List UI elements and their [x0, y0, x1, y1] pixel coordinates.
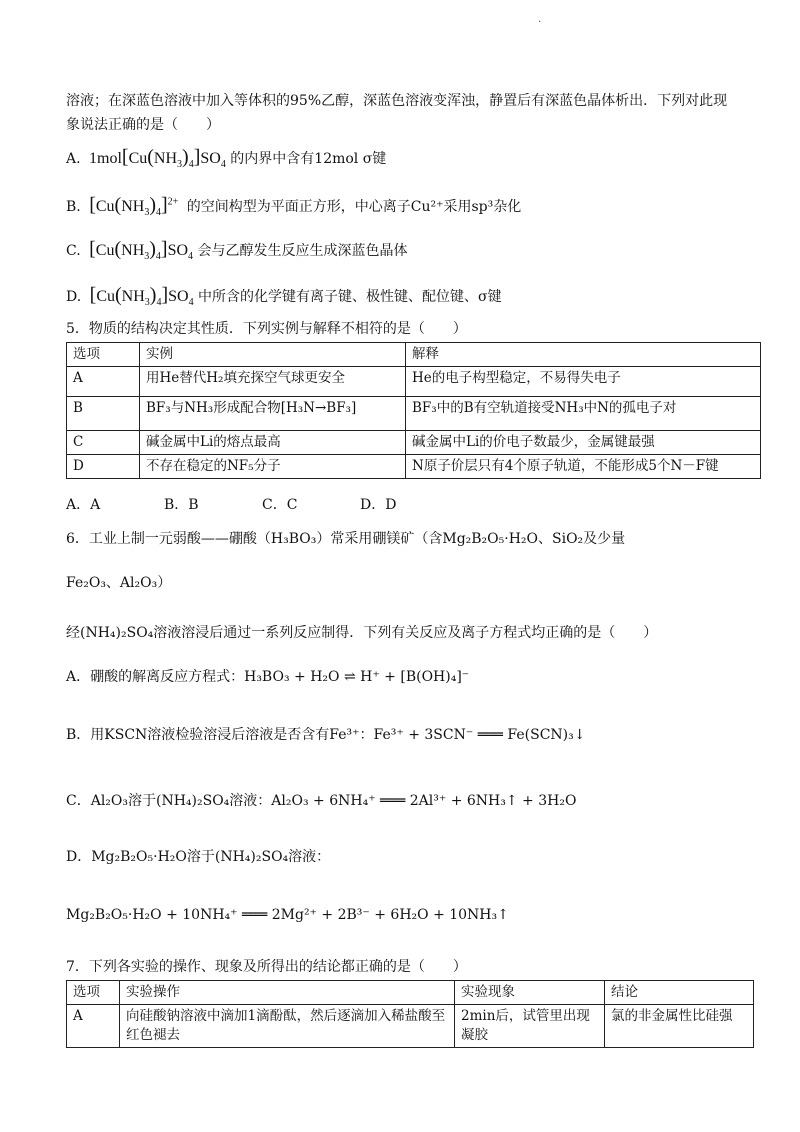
table-cell: 氯的非金属性比硅强: [605, 1005, 754, 1048]
q4-option-b: [66, 194, 521, 218]
q4-c-label: C.: [66, 243, 81, 259]
q6-stem-1: 6．工业上制一元弱酸——硼酸（H₃BO₃）常采用硼镁矿（含Mg₂B₂O₅·H₂O、SiO₂及少量: [66, 531, 626, 547]
table-cell: 不存在稳定的NF₅分子: [140, 455, 406, 479]
q5-header-explanation: 解释: [406, 343, 761, 367]
q4-b-label: B.: [66, 199, 81, 215]
intro-line-2: 象说法正确的是（ ）: [66, 117, 220, 133]
q5-choice-a: A．A: [66, 497, 101, 513]
q5-stem: 5．物质的结构决定其性质．下列实例与解释不相符的是（ ）: [66, 321, 467, 337]
q6-option-d-line-2: Mg₂B₂O₅·H₂O + 10NH₄⁺ ═══ 2Mg²⁺ + 2B³⁻ + 6H₂O + 10NH₃↑: [66, 907, 509, 923]
q7-stem: 7．下列各实验的操作、现象及所得出的结论都正确的是（ ）: [66, 959, 467, 975]
table-cell: He的电子构型稳定，不易得失电子: [406, 367, 761, 397]
q6-option-d-line-1: D．Mg₂B₂O₅·H₂O溶于(NH₄)₂SO₄溶液：: [66, 849, 331, 865]
q7-header-option: 选项: [67, 981, 120, 1005]
q7-table: [66, 980, 754, 1048]
q7-header-operation: 实验操作: [120, 981, 455, 1005]
table-cell: D: [67, 455, 140, 479]
intro-line-1: 溶液；在深蓝色溶液中加入等体积的95%乙醇，深蓝色溶液变浑浊，静置后有深蓝色晶体析出．下列对此现: [66, 93, 728, 109]
q4-a-formula: $1mol[Cu(NH_3)_4]SO_4$: [85, 146, 226, 171]
table-row: [67, 1005, 754, 1048]
table-row: [67, 455, 761, 479]
q4-b-text: 的空间构型为平面正方形，中心离子Cu²⁺采用sp³杂化: [186, 199, 522, 215]
q6-option-a: A．硼酸的解离反应方程式：H₃BO₃ + H₂O ⇌ H⁺ + [B(OH)₄]⁻: [66, 669, 470, 685]
q4-d-label: D.: [66, 289, 82, 305]
q6-option-b: B．用KSCN溶液检验溶浸后溶液是否含有Fe³⁺：Fe³⁺ + 3SCN⁻ ═══ Fe(SCN)₃↓: [66, 727, 586, 743]
table-row: [67, 367, 761, 397]
table-header-row: [67, 981, 754, 1005]
table-cell: 碱金属中Li的价电子数最少，金属键最强: [406, 431, 761, 455]
q5-choice-d: D．D: [360, 497, 397, 513]
q4-c-formula: $[Cu(NH_3)_4]SO_4$: [89, 238, 194, 263]
q4-a-label: A.: [66, 151, 81, 167]
table-cell: C: [67, 431, 140, 455]
table-row: [67, 431, 761, 455]
q4-b-formula: $[Cu(NH_3)_4]^{2+}$: [89, 194, 179, 219]
q4-d-formula: $[Cu(NH_3)_4]SO_4$: [89, 284, 194, 309]
q5-header-option: 选项: [67, 343, 140, 367]
q4-c-text: 会与乙醇发生反应生成深蓝色晶体: [197, 243, 408, 259]
q5-choices: [66, 494, 458, 516]
table-cell: BF₃与NH₃形成配合物[H₃N→BF₃]: [140, 397, 406, 431]
q4-option-c: [66, 238, 408, 262]
table-header-row: [67, 343, 761, 367]
q5-choice-c: C．C: [262, 497, 298, 513]
q5-choice-b: B．B: [164, 497, 199, 513]
q4-a-text: 的内界中含有12mol σ键: [230, 151, 387, 167]
table-cell: 2min后，试管里出现凝胶: [455, 1005, 605, 1048]
q6-option-c: C．Al₂O₃溶于(NH₄)₂SO₄溶液：Al₂O₃ + 6NH₄⁺ ═══ 2Al³⁺ + 6NH₃↑ + 3H₂O: [66, 793, 577, 809]
table-cell: 向硅酸钠溶液中滴加1滴酚酞，然后逐滴加入稀盐酸至红色褪去: [120, 1005, 455, 1048]
table-cell: A: [67, 367, 140, 397]
q5-header-example: 实例: [140, 343, 406, 367]
table-cell: N原子价层只有4个原子轨道，不能形成5个N－F键: [406, 455, 761, 479]
table-cell: A: [67, 1005, 120, 1048]
q6-stem-3: 经(NH₄)₂SO₄溶液溶浸后通过一系列反应制得．下列有关反应及离子方程式均正确的是（ ）: [66, 625, 658, 641]
q6-stem-2: Fe₂O₃、Al₂O₃）: [66, 575, 172, 591]
table-cell: BF₃中的B有空轨道接受NH₃中N的孤电子对: [406, 397, 761, 431]
q4-option-d: [66, 284, 502, 308]
table-row: [67, 397, 761, 431]
q5-table: [66, 342, 761, 479]
table-cell: 碱金属中Li的熔点最高: [140, 431, 406, 455]
q7-header-phenomenon: 实验现象: [455, 981, 605, 1005]
top-dot: .: [538, 14, 542, 25]
table-cell: 用He替代H₂填充探空气球更安全: [140, 367, 406, 397]
q4-d-text: 中所含的化学键有离子键、极性键、配位键、σ键: [198, 289, 502, 305]
q4-option-a: [66, 146, 386, 170]
table-cell: B: [67, 397, 140, 431]
q7-header-conclusion: 结论: [605, 981, 754, 1005]
